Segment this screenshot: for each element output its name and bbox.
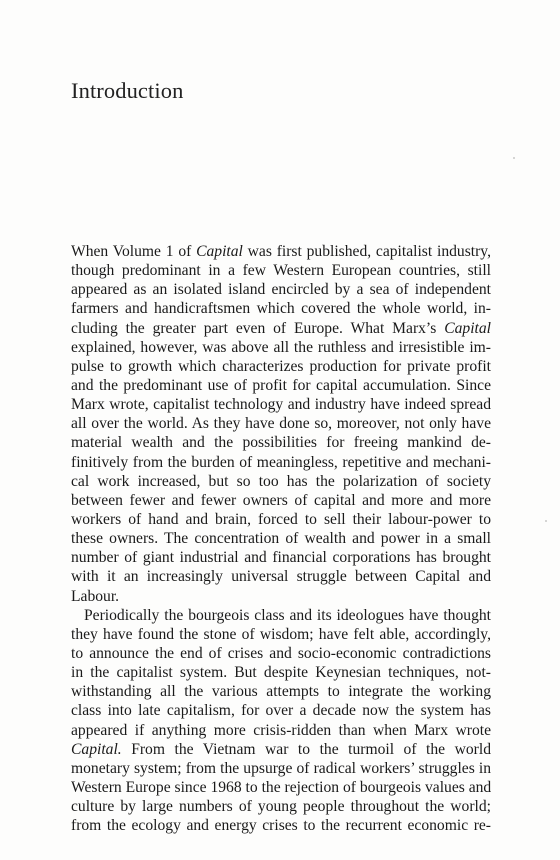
- text-line: [71, 472, 491, 491]
- text-line: [71, 529, 491, 548]
- text-run: number of giant industrial and financial corporations has brought: [71, 549, 491, 567]
- text-line: [71, 644, 491, 663]
- text-line: [71, 453, 491, 472]
- text-line: [71, 414, 491, 433]
- text-run: Western Europe since 1968 to the rejection of bourgeois values and: [71, 778, 491, 796]
- text-line: [71, 625, 491, 644]
- text-run: pulse to growth which characterizes production for private profit: [71, 357, 491, 375]
- text-run: workers of hand and brain, forced to sell their labour-power to: [71, 510, 491, 528]
- text-run: material wealth and the possibilities for freeing mankind de-: [71, 434, 491, 452]
- text-line: [71, 778, 491, 797]
- text-line: [71, 299, 491, 318]
- text-line: [71, 510, 491, 529]
- text-run: class into late capitalism, for over a decade now the system has: [71, 702, 491, 720]
- italic-title: Capital.: [71, 740, 122, 758]
- text-line: [71, 606, 491, 625]
- text-line: [71, 242, 491, 261]
- text-run: from the ecology and energy crises to the recurrent economic re-: [71, 817, 491, 835]
- text-line: [71, 721, 491, 740]
- text-run: monetary system; from the upsurge of radical workers’ struggles in: [71, 759, 491, 777]
- text-run: Labour.: [71, 587, 120, 605]
- text-run: finitively from the burden of meaningless, repetitive and mechani-: [71, 453, 491, 471]
- text-line: [71, 376, 491, 395]
- text-run: appeared if anything more crisis-ridden than when Marx wrote: [71, 721, 491, 739]
- text-line: [71, 587, 491, 606]
- text-line: [71, 319, 491, 338]
- text-run: When Volume 1 of: [71, 243, 197, 260]
- text-line: [71, 701, 491, 720]
- text-run: all over the world. As they have done so, moreover, not only have: [71, 415, 491, 433]
- text-run: withstanding all the various attempts to integrate the working: [71, 683, 491, 701]
- text-run: though predominant in a few Western European countries, still: [71, 262, 491, 280]
- text-run: in the capitalist system. But despite Keynesian techniques, not-: [71, 664, 491, 682]
- page-speck: [545, 520, 547, 522]
- text-run: appeared as an isolated island encircled by a sea of independent: [71, 281, 491, 299]
- text-run: Marx wrote, capitalist technology and industry have indeed spread: [71, 396, 491, 414]
- text-run: between fewer and fewer owners of capital and more and more: [71, 491, 491, 509]
- text-run: was first published, capitalist industry,: [242, 243, 491, 260]
- text-run: explained, however, was above all the ruthless and irresistible im-: [71, 338, 491, 356]
- text-line: [71, 491, 491, 510]
- italic-title: Capital: [444, 319, 491, 337]
- body-text: [71, 242, 491, 835]
- page-speck: [513, 157, 515, 159]
- text-run: and the predominant use of profit for capital accumulation. Since: [71, 376, 491, 394]
- text-line: [71, 816, 491, 835]
- text-run: From the Vietnam war to the turmoil of the world: [121, 740, 491, 758]
- text-line: [71, 433, 491, 452]
- text-line: [71, 338, 491, 357]
- text-line: [71, 567, 491, 586]
- text-line: [71, 663, 491, 682]
- text-run: with it an increasingly universal struggle between Capital and: [71, 568, 491, 586]
- text-line: [71, 759, 491, 778]
- text-run: cluding the greater part even of Europe. What Marx’s: [71, 319, 445, 337]
- text-line: [71, 797, 491, 816]
- text-line: [71, 682, 491, 701]
- text-line: [71, 395, 491, 414]
- text-line: [71, 261, 491, 280]
- text-run: they have found the stone of wisdom; have felt able, accordingly,: [71, 625, 491, 643]
- text-line: [71, 280, 491, 299]
- text-run: cal work increased, but so too has the polarization of society: [71, 472, 491, 490]
- chapter-title: Introduction: [71, 78, 184, 103]
- text-run: these owners. The concentration of wealth and power in a small: [71, 530, 491, 548]
- text-run: to announce the end of crises and socio-economic contradictions: [71, 644, 491, 662]
- italic-title: Capital: [196, 243, 243, 260]
- text-line: [71, 740, 491, 759]
- text-run: culture by large numbers of young people throughout the world;: [71, 798, 491, 816]
- text-run: Periodically the bourgeois class and its ideologues have thought: [84, 606, 491, 624]
- text-line: [71, 357, 491, 376]
- text-line: [71, 548, 491, 567]
- text-run: farmers and handicraftsmen which covered the whole world, in-: [71, 300, 491, 318]
